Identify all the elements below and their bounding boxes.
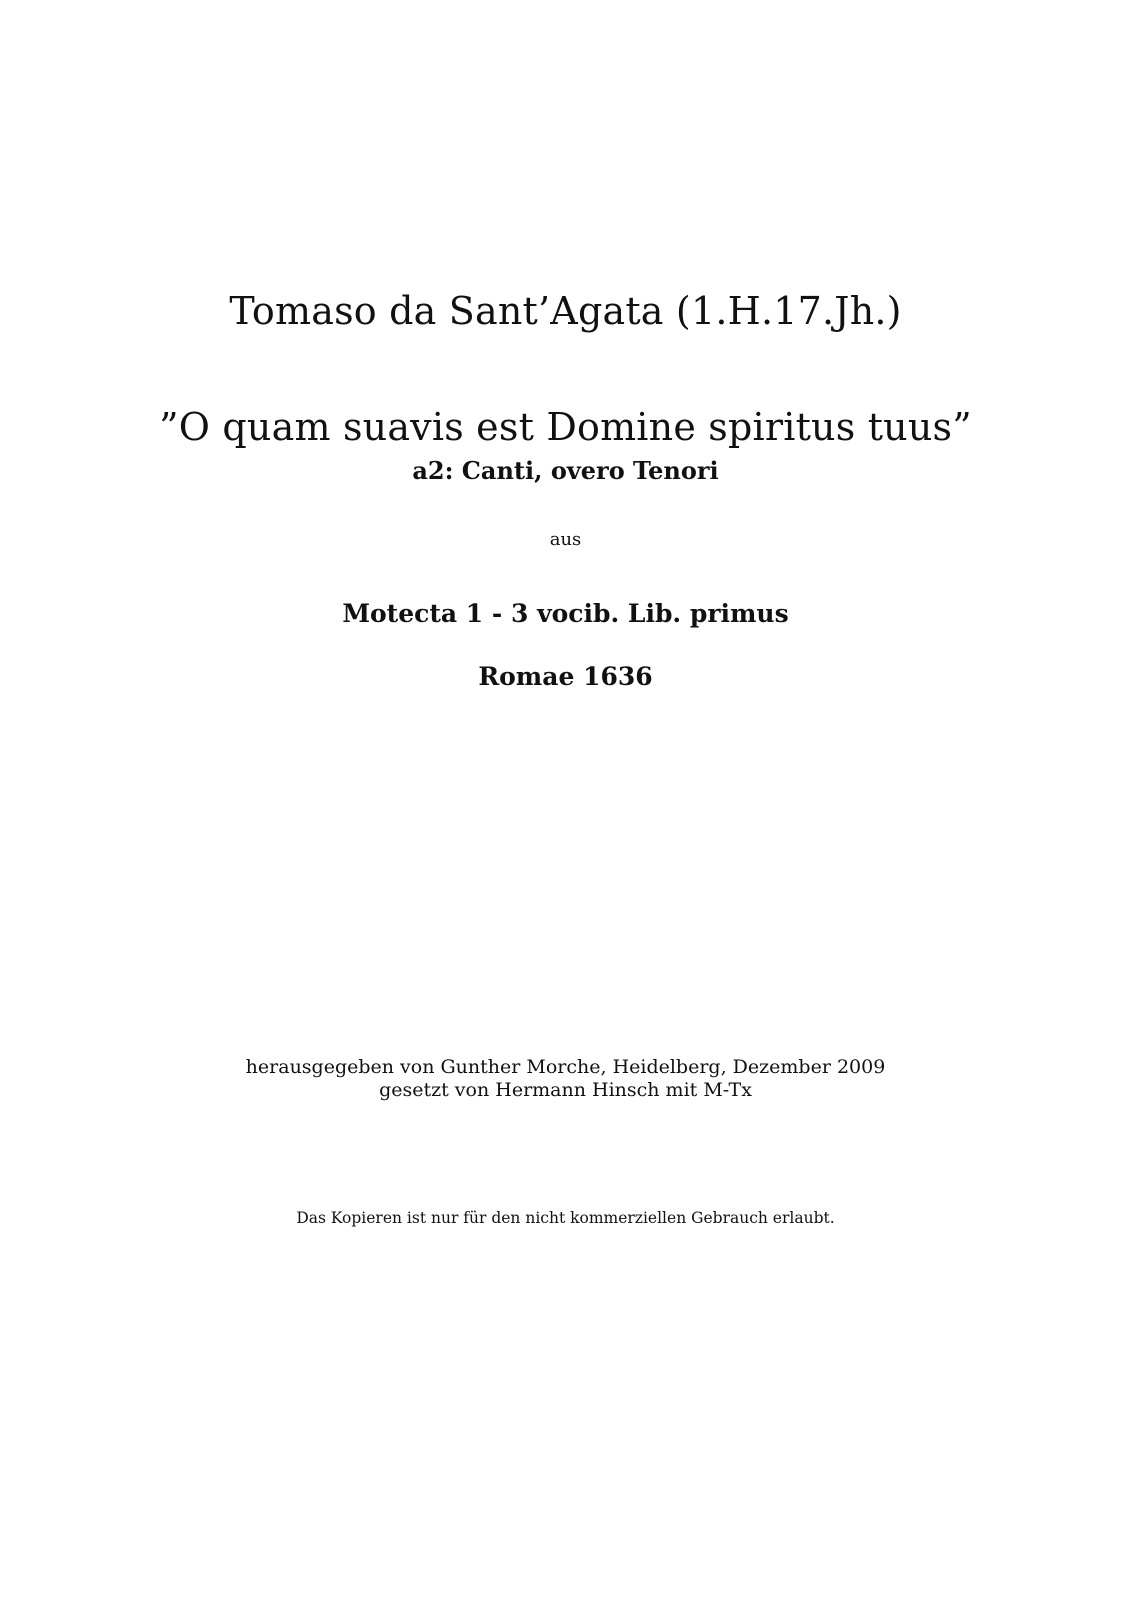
from-label: aus	[549, 529, 582, 550]
composer-heading: Tomaso da Sant’Agata (1.H.17.Jh.)	[229, 289, 902, 333]
scoring-subtitle: a2: Canti, overo Tenori	[412, 456, 719, 485]
copyright-notice: Das Kopieren ist nur für den nicht kommerziellen Gebrauch erlaubt.	[296, 1209, 835, 1227]
editor-credit: herausgegeben von Gunther Morche, Heidelberg, Dezember 2009	[245, 1056, 886, 1078]
work-title: ”O quam suavis est Domine spiritus tuus”	[159, 405, 972, 449]
typesetter-credit: gesetzt von Hermann Hinsch mit M-Tx	[379, 1079, 752, 1101]
source-title: Motecta 1 - 3 vocib. Lib. primus	[342, 599, 789, 628]
place-date: Romae 1636	[478, 662, 653, 691]
